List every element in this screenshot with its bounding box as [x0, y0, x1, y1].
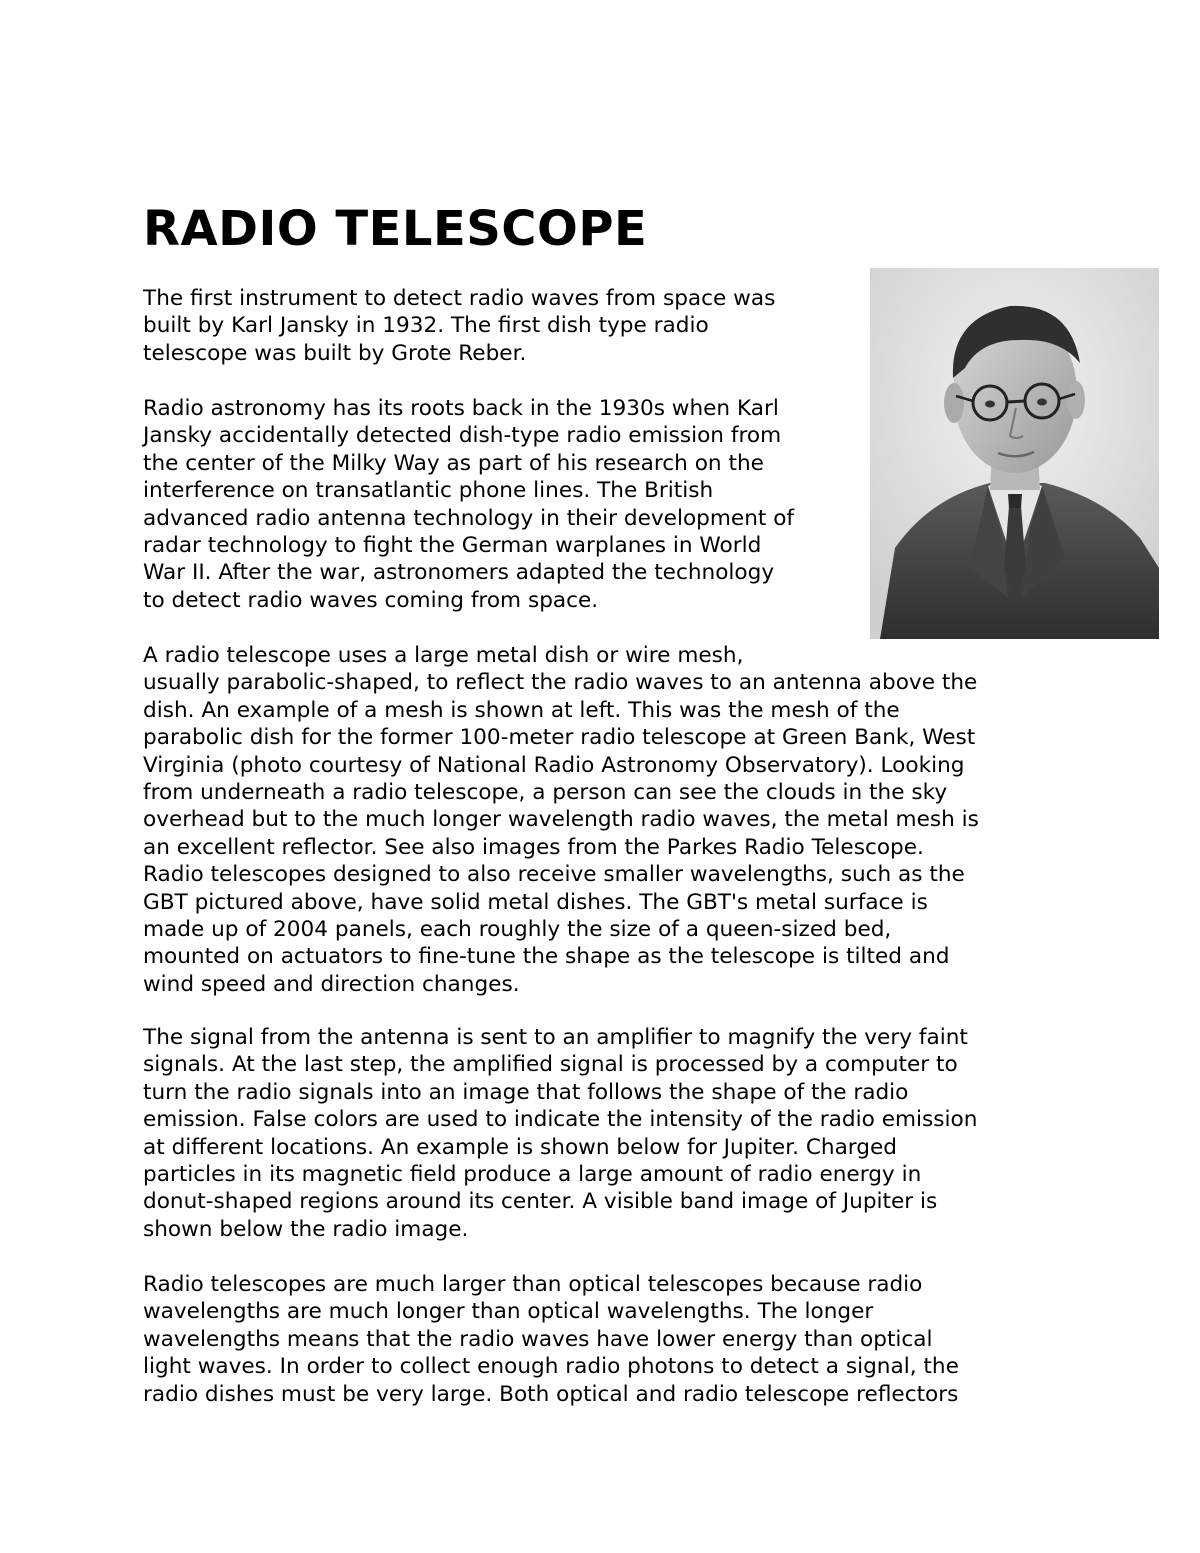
paragraph-size: Radio telescopes are much larger than optical telescopes because radio wavelengths are much longer than optical wavelengths. The longer wavelengths means that the radio waves have lower energy than optical light waves. In order to collect enough radio photons to detect a signal, the radio dishes must be very large. Both optical and radio telescope reflectors [143, 1272, 959, 1407]
paragraph-dish: A radio telescope uses a large metal dish or wire mesh, usually parabolic-shaped, to reflect the radio waves to an antenna above the dish. An example of a mesh is shown at left. This was the mesh of the parabolic dish for the former 100-meter radio telescope at Green Bank, West Virginia (photo courtesy of National Radio Astronomy Observatory). Looking from underneath a radio telescope, a person can see the clouds in the sky overhead but to the much longer wavelength radio waves, the metal mesh is an excellent reflector. See also images from the Parkes Radio Telescope. Radio telescopes designed to also receive smaller wavelengths, such as the GBT pictured above, have solid metal dishes. The GBT's metal surface is made up of 2004 panels, each roughly the size of a queen-sized bed, mounted on actuators to fine-tune the shape as the telescope is tilted and wind speed and direction changes. [143, 643, 979, 997]
page-title: RADIO TELESCOPE [143, 201, 648, 257]
portrait-photo [870, 268, 1159, 639]
paragraph-signal: The signal from the antenna is sent to an amplifier to magnify the very faint signals. At the last step, the amplified signal is processed by a computer to turn the radio signals into an image that follows the shape of the radio emission. False colors are used to indicate the intensity of the radio emission at different locations. An example is shown below for Jupiter. Charged particles in its magnetic field produce a large amount of radio energy in donut-shaped regions around its center. A visible band image of Jupiter is shown below the radio image. [143, 1025, 978, 1242]
paragraph-history: Radio astronomy has its roots back in the 1930s when Karl Jansky accidentally detected dish-type radio emission from the center of the Milky Way as part of his research on the interference on transatlantic phone lines. The British advanced radio antenna technology in their development of radar technology to fight the German warplanes in World War II. After the war, astronomers adapted the technology to detect radio waves coming from space. [143, 396, 795, 613]
paragraph-intro: The first instrument to detect radio waves from space was built by Karl Jansky in 1932. The first dish type radio telescope was built by Grote Reber. [143, 286, 776, 366]
portrait-photo-icon [870, 268, 1159, 639]
